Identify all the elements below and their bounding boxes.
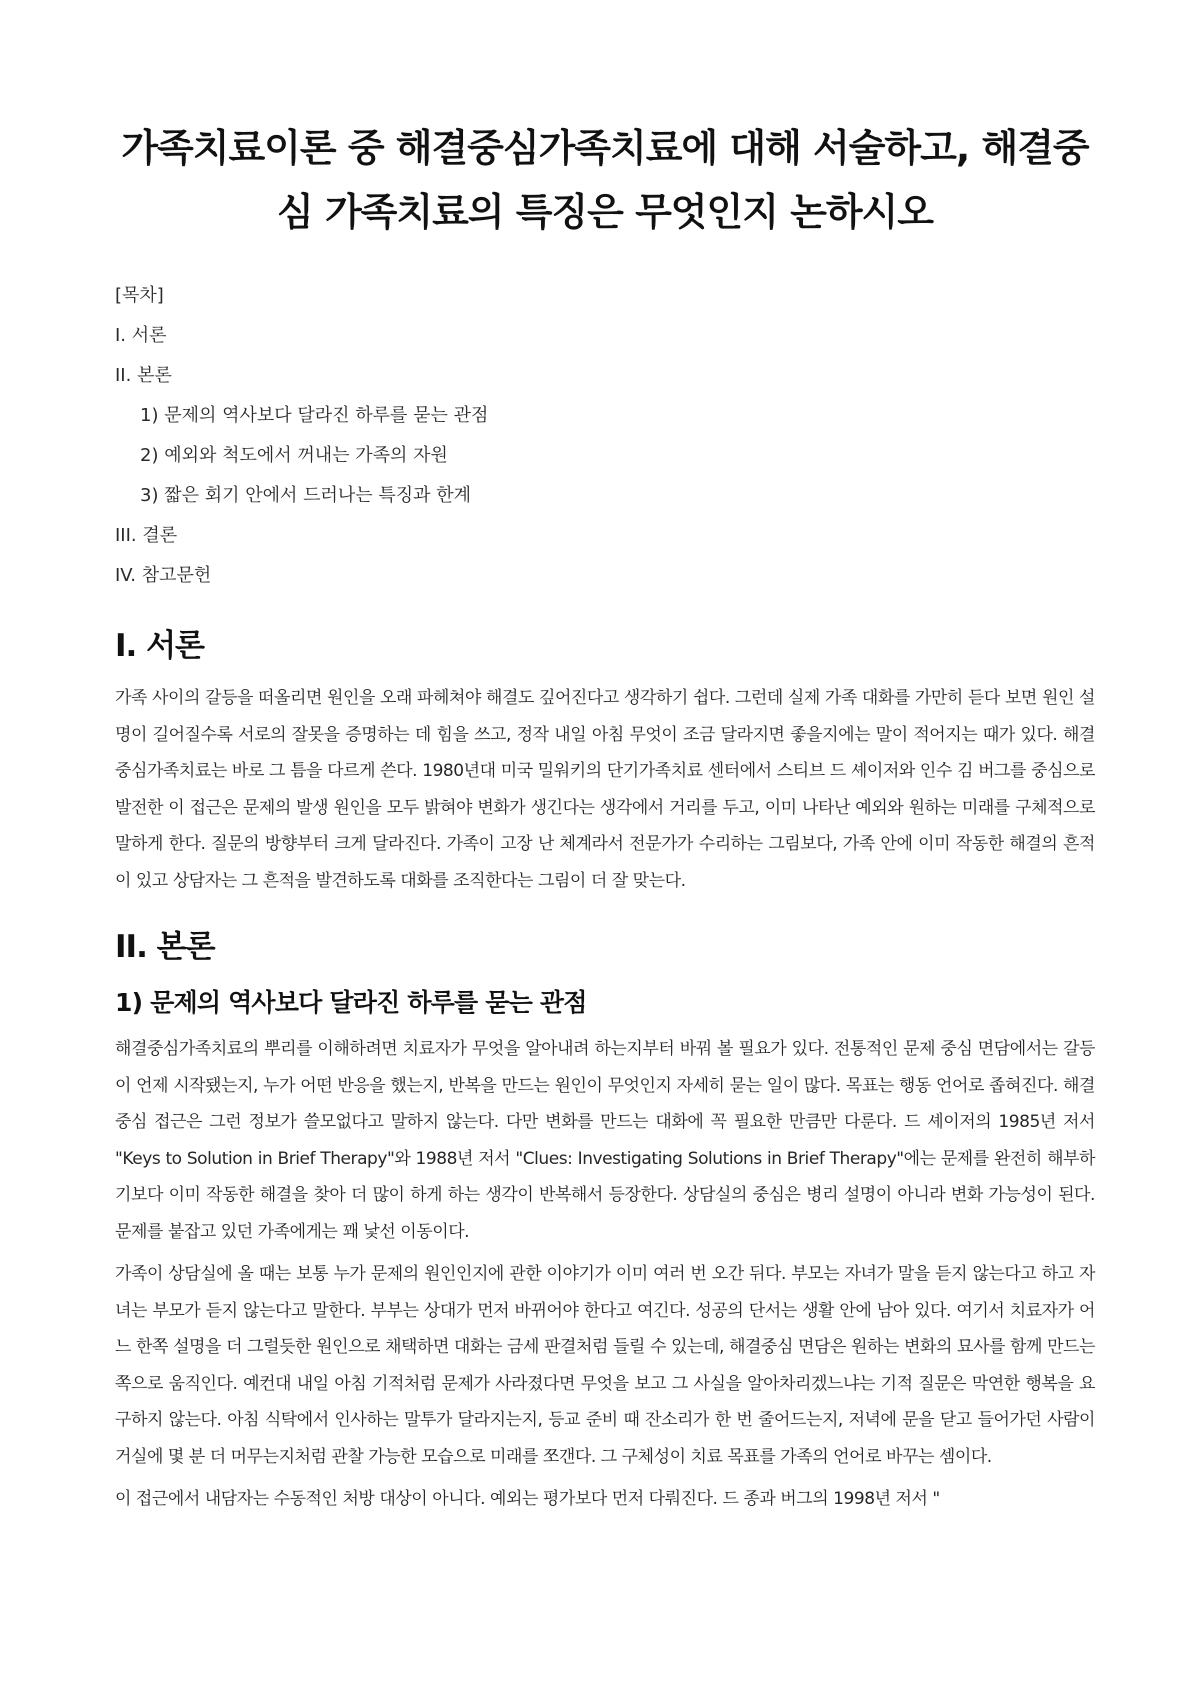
main-body-heading: II. 본론 <box>115 929 215 965</box>
subsection-1-paragraph: 가족이 상담실에 올 때는 보통 누가 문제의 원인인지에 관한 이야기가 이미 여러 번 오간 뒤다. 부모는 자녀가 말을 듣지 않는다고 하고 자녀는 부모가 듣지 않는다고 말한다. 부부는 상대가 먼저 바뀌어야 한다고 여긴다. 성공의 단서는 생활 안에 남아 있다. 여기서 치료자가 어느 한쪽 설명을 더 그럴듯한 원인으로 채택하면 대화는 금세 판결처럼 들릴 수 있는데, 해결중심 면담은 원하는 변화의 묘사를 함께 만드는 쪽으로 움직인다. 예컨대 내일 아침 기적처럼 문제가 사라졌다면 무엇을 보고 그 사실을 알아차리겠느냐는 기적 질문은 막연한 행복을 요구하지 않는다. 아침 식탁에서 인사하는 말투가 달라지는지, 등교 준비 때 잔소리가 한 번 줄어드는지, 저녁에 문을 닫고 들어가던 사람이 거실에 몇 분 더 머무는지처럼 관찰 가능한 모습으로 미래를 쪼갠다. 그 구체성이 치료 목표를 가족의 언어로 바꾸는 셈이다. <box>115 1264 1095 1467</box>
main-body-section <box>115 925 1095 1518</box>
toc-item-subsection-2: 2) 예외와 척도에서 꺼내는 가족의 자원 <box>140 445 448 466</box>
introduction-paragraph: 가족 사이의 갈등을 떠올리면 원인을 오래 파헤쳐야 해결도 깊어진다고 생각하기 쉽다. 그런데 실제 가족 대화를 가만히 듣다 보면 원인 설명이 길어질수록 서로의 잘못을 증명하는 데 힘을 쓰고, 정작 내일 아침 무엇이 조금 달라지면 좋을지에는 말이 적어지는 때가 있다. 해결중심가족치료는 바로 그 틈을 다르게 쓴다. 1980년대 미국 밀워키의 단기가족치료 센터에서 스티브 드 셰이저와 인수 김 버그를 중심으로 발전한 이 접근은 문제의 발생 원인을 모두 밝혀야 변화가 생긴다는 생각에서 거리를 두고, 이미 나타난 예외와 원하는 미래를 구체적으로 말하게 한다. 질문의 방향부터 크게 달라진다. 가족이 고장 난 체계라서 전문가가 수리하는 그림보다, 가족 안에 이미 작동한 해결의 흔적이 있고 상담자는 그 흔적을 발견하도록 대화를 조직한다는 그림이 더 잘 맞는다. <box>115 688 1095 891</box>
subsection-1-paragraph: 해결중심가족치료의 뿌리를 이해하려면 치료자가 무엇을 알아내려 하는지부터 바꿔 볼 필요가 있다. 전통적인 문제 중심 면담에서는 갈등이 언제 시작됐는지, 누가 어떤 반응을 했는지, 반복을 만드는 원인이 무엇인지 자세히 묻는 일이 많다. 목표는 행동 언어로 좁혀진다. 해결중심 접근은 그런 정보가 쓸모없다고 말하지 않는다. 다만 변화를 만드는 대화에 꼭 필요한 만큼만 다룬다. 드 셰이저의 1985년 저서 "Keys to Solution in Brief Therapy"와 1988년 저서 "Clues: Investigating Solutions in Brief Therapy"에는 문제를 완전히 해부하기보다 이미 작동한 해결을 찾아 더 많이 하게 하는 생각이 반복해서 등장한다. 상담실의 중심은 병리 설명이 아니라 변화 가능성이 된다. 문제를 붙잡고 있던 가족에게는 꽤 낯선 이동이다. <box>115 1039 1095 1242</box>
toc-item-main-body: II. 본론 <box>115 365 172 386</box>
toc-heading: [목차] <box>115 285 164 306</box>
subsection-1-paragraph: 이 접근에서 내담자는 수동적인 처방 대상이 아니다. 예외는 평가보다 먼저 다뤄진다. 드 종과 버그의 1998년 저서 " <box>115 1489 940 1509</box>
toc-item-subsection-1: 1) 문제의 역사보다 달라진 하루를 묻는 관점 <box>140 405 489 426</box>
table-of-contents <box>115 276 1095 596</box>
document-title: 가족치료이론 중 해결중심가족치료에 대해 서술하고, 해결중심 가족치료의 특징은 무엇인지 논하시오 <box>121 126 1089 234</box>
toc-item-subsection-3: 3) 짧은 회기 안에서 드러나는 특징과 한계 <box>140 485 472 506</box>
introduction-section <box>115 624 1095 899</box>
toc-item-introduction: I. 서론 <box>115 325 167 346</box>
introduction-heading: I. 서론 <box>115 628 204 664</box>
toc-item-references: IV. 참고문헌 <box>115 565 212 586</box>
subsection-1-heading: 1) 문제의 역사보다 달라진 하루를 묻는 관점 <box>115 988 587 1017</box>
toc-item-conclusion: III. 결론 <box>115 525 178 546</box>
